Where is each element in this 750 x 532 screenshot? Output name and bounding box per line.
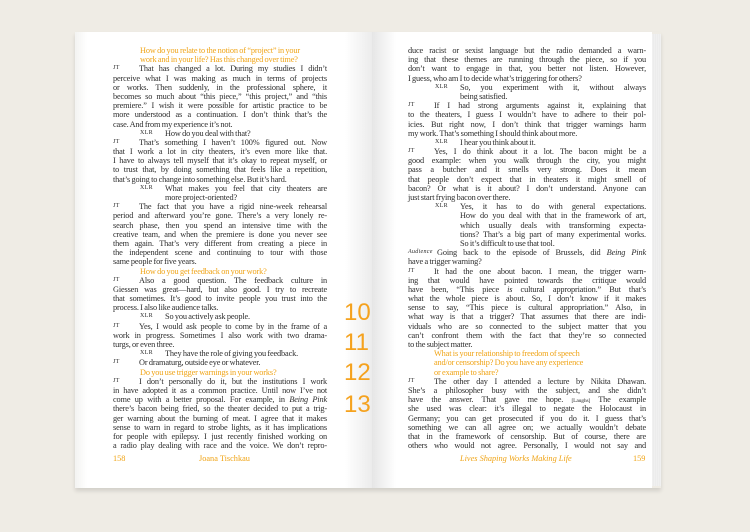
- speaker-label: JT: [113, 138, 120, 145]
- text-line: So it’s difficult to use that tool.: [460, 238, 555, 248]
- interviewer-block: [408, 202, 646, 248]
- running-head-left: Joana Tischkau: [199, 454, 250, 463]
- text-line: So you actively ask people.: [165, 312, 250, 322]
- text-line: I have to always tell myself that it’s okay to repeat myself, or: [113, 156, 327, 166]
- answer-block: [113, 138, 327, 184]
- text-line: what the whole piece is about. So, I don’t know if it makes: [408, 294, 646, 304]
- text-line: ing that would have pointed towards the critique would: [408, 275, 646, 285]
- text-line: Germany; you can get prosecuted if you do it. I guess that’s: [408, 413, 646, 423]
- speaker-label: JT: [113, 377, 120, 384]
- answer-block: [408, 377, 646, 451]
- text-line: and/or censorship? Do you have any experience: [434, 358, 584, 368]
- answer-block: [113, 322, 327, 350]
- text-line: icies. But right now, I don’t think that trigger warnings harm: [408, 119, 646, 129]
- speaker-label: JT: [113, 359, 120, 366]
- text-line: period and afterward you’re gone. There’s a very lonely re-: [113, 211, 327, 221]
- text-line: come up with a better proposal. For example, in Being Pink: [113, 395, 327, 405]
- question-block: [113, 46, 327, 64]
- text-line: How do you deal with that in the framework of art,: [460, 211, 646, 221]
- text-line: work in progress. Sometimes I also work with two drama-: [113, 330, 327, 340]
- interviewer-block: [408, 138, 646, 147]
- text-line: viduals who are so connected to the subject matter that you: [408, 321, 646, 331]
- interviewer-block: [408, 83, 646, 101]
- text-line: in have adopted it as a common practice. Until now I’ve not: [113, 385, 327, 395]
- text-line: ger warning about the burning of meat. I agree that it makes: [113, 413, 327, 423]
- answer-block: [113, 377, 327, 451]
- text-line: or works. Then suddenly, in the professional sphere, it: [113, 82, 327, 92]
- speaker-label: JT: [113, 322, 120, 329]
- speaker-label: XLR: [435, 203, 448, 210]
- question-block: [113, 368, 327, 377]
- text-line: ing that these themes are running through the piece, so if you: [408, 55, 646, 65]
- text-line: that I work a lot in city theaters, it’s even more like that.: [113, 147, 327, 157]
- text-line: being satisfied.: [460, 91, 508, 101]
- audience-block: [408, 248, 646, 266]
- text-line: They have the role of giving you feedback.: [165, 349, 299, 359]
- speaker-label: XLR: [140, 129, 153, 136]
- text-line: others who would not agree. Personally, I would not say and: [408, 441, 646, 451]
- speaker-label: JT: [113, 65, 120, 72]
- text-line: How do you relate to the notion of “project” in your: [140, 46, 301, 55]
- speaker-label: JT: [113, 203, 120, 210]
- speaker-label: JT: [408, 148, 415, 155]
- text-line: Do you use trigger warnings in your works?: [140, 367, 277, 377]
- annotation-number: 13: [344, 391, 371, 418]
- text-line: Or dramaturg, outside eye or whatever.: [139, 358, 261, 368]
- book-spread: [75, 32, 661, 488]
- right-text-column: [408, 46, 646, 450]
- text-line: which usually deals with transforming expecta-: [460, 220, 646, 230]
- speaker-label: JT: [408, 102, 415, 109]
- text-line: to the subject matter.: [408, 340, 473, 349]
- text-line: Yes, I do think about it a lot. The bacon might be a: [434, 147, 646, 157]
- answer-block: [113, 276, 327, 313]
- interviewer-block: [113, 184, 327, 202]
- text-line: bacon? Or what is it about? I don’t understand. Anyone can: [408, 183, 646, 193]
- answer-block: [113, 202, 327, 266]
- speaker-label: XLR: [435, 83, 448, 90]
- annotation-number: 10: [344, 299, 371, 326]
- text-line: It had the one about bacon. I mean, the trigger warn-: [434, 266, 646, 276]
- answer-block: [408, 267, 646, 350]
- interviewer-block: [113, 129, 327, 138]
- text-line: process. I also like audience talks.: [113, 303, 219, 313]
- text-line: good example: when you walk through the city, you might: [408, 156, 646, 166]
- text-line: have been, “This piece is cultural appropriation.” But that’s: [408, 284, 646, 294]
- text-line: tions? That’s a big part of many experimental works.: [460, 229, 646, 239]
- text-line: or example to share?: [434, 367, 499, 377]
- text-line: What is your relationship to freedom of speech: [434, 349, 580, 359]
- text-line: same people for five years.: [113, 257, 197, 267]
- text-line: She’s a philosopher busy with the subject, and she didn’t: [408, 385, 646, 395]
- text-line: case. And from my experience it’s not.: [113, 119, 233, 129]
- text-line: don’t want to engage in that, you better not listen. However,: [408, 64, 646, 74]
- speaker-label: JT: [408, 377, 415, 384]
- speaker-label: XLR: [140, 350, 153, 357]
- text-line: I don’t personally do it, but the institutions I work: [139, 376, 327, 386]
- page-number-left: 158: [113, 454, 126, 463]
- text-line: pass a butcher and it smells very strong. Does it mean: [408, 165, 646, 175]
- speaker-label: XLR: [140, 184, 153, 191]
- text-line: them again. That’s very different from creating a piece in: [113, 238, 327, 248]
- text-line: she used was clear: it’s illegal to negate the Holocaust in: [408, 404, 646, 414]
- text-line: to the theaters, I guess I wouldn’t have to adhere to their pol-: [408, 110, 646, 120]
- running-head-right: Lives Shaping Works Making Life: [460, 454, 572, 463]
- left-page: [75, 32, 372, 488]
- text-line: for people with epilepsy. I just recently finished working on: [113, 431, 327, 441]
- text-line: search phase, then you spend an intensive time with the: [113, 220, 327, 230]
- text-line: premiere.” I wish it were possible for artistic practice to be: [113, 101, 327, 111]
- text-line: that sometimes. It’s good to invite people you trust into the: [113, 294, 327, 304]
- question-block: [113, 267, 327, 276]
- text-line: that in the framework of censorship. But of course, there are: [408, 431, 646, 441]
- text-line: a radio play dealing with race and the voice. We don’t repro-: [113, 441, 327, 451]
- text-line: just start frying bacon over there.: [408, 193, 511, 202]
- text-line: duce racist or sexist language but the radio demanded a warn-: [408, 46, 646, 55]
- text-line: that’s going to change into something else. But it’s hard.: [113, 174, 287, 184]
- text-line: How do you get feedback on your work?: [140, 266, 267, 276]
- text-line: can’t confront them with the fact that they’re so connected: [408, 330, 646, 340]
- speaker-label: XLR: [435, 138, 448, 145]
- text-line: more understood as a continuation. I don’t think that’s the: [113, 110, 327, 120]
- text-line: sense to warn in regard to strobe lights, as it has implications: [113, 422, 327, 432]
- text-line: perceive what I was making as much in terms of projects: [113, 73, 327, 83]
- text-line: So, you experiment with it, without always: [460, 82, 646, 92]
- page-edges: [652, 34, 661, 486]
- text-line: creative team, and when the premiere is done you never see: [113, 229, 327, 239]
- continuation-block: [408, 46, 646, 83]
- page-number-right: 159: [633, 454, 646, 463]
- speaker-label: XLR: [140, 313, 153, 320]
- text-line: turgs, or even three.: [113, 340, 175, 349]
- speaker-label: JT: [113, 276, 120, 283]
- text-line: How do you deal with that?: [165, 128, 251, 138]
- text-line: the independent scene and continuing to tour with those: [113, 248, 327, 258]
- text-line: that people don’t expect that in theaters it might smell of: [408, 174, 646, 184]
- text-line: have a trigger warning?: [408, 257, 482, 267]
- text-line: my work. That’s something I should think about more.: [408, 128, 578, 138]
- text-line: The other day I attended a lecture by Nikita Dhawan.: [434, 376, 646, 386]
- answer-block: [408, 147, 646, 202]
- text-line: sense to say, “This piece is cultural appropriation.” Also, in: [408, 303, 646, 313]
- text-line: What makes you feel that city theaters are: [165, 183, 327, 193]
- text-line: Going back to the episode of Brussels, did Being Pink: [437, 248, 646, 258]
- text-line: Giessen was great—hard, but also good. I try to recreate: [113, 284, 327, 294]
- right-page: [372, 32, 652, 488]
- text-line: That has changed a lot. During my studies I didn’t: [139, 64, 327, 74]
- text-line: work and in your life? Has this changed over time?: [140, 55, 298, 65]
- text-line: Yes, it has to do with general expectations.: [460, 202, 646, 212]
- text-line: what way is that a trigger? That assumes that there are indi-: [408, 312, 646, 322]
- text-line: becomes so much about “this piece,” “this project,” and “this: [113, 91, 327, 101]
- text-line: something we can all agree on; we actually wouldn’t debate: [408, 422, 646, 432]
- answer-block: [113, 64, 327, 128]
- text-line: to trust that, by doing something that feels like a repetition,: [113, 165, 327, 175]
- left-text-column: [113, 46, 327, 450]
- text-line: The fact that you have a rigid nine-week rehearsal: [139, 202, 327, 212]
- text-line: Yes, I would ask people to come by in the frame of a: [139, 321, 327, 331]
- interviewer-block: [113, 312, 327, 321]
- annotation-number: 11: [344, 329, 369, 356]
- answer-block: [113, 358, 327, 367]
- text-line: more project-oriented?: [165, 193, 237, 202]
- text-line: If I had strong arguments against it, explaining that: [434, 101, 646, 111]
- interviewer-block: [113, 349, 327, 358]
- text-line: Also a good question. The feedback culture in: [139, 275, 327, 285]
- text-line: have the answer. That gave me hope. [Laughs] The example: [408, 395, 647, 405]
- answer-block: [408, 101, 646, 138]
- speaker-label: Audience: [408, 249, 433, 256]
- question-block: [408, 349, 646, 377]
- text-line: there’s bacon being fried, so the theater decided to put a trig-: [113, 404, 327, 414]
- text-line: I guess, who am I to decide what’s triggering for others?: [408, 73, 582, 83]
- speaker-label: JT: [408, 267, 415, 274]
- text-line: I hear you think about it.: [460, 137, 536, 147]
- text-line: That’s something I haven’t 100% figured out. Now: [139, 137, 327, 147]
- annotation-number: 12: [344, 359, 371, 386]
